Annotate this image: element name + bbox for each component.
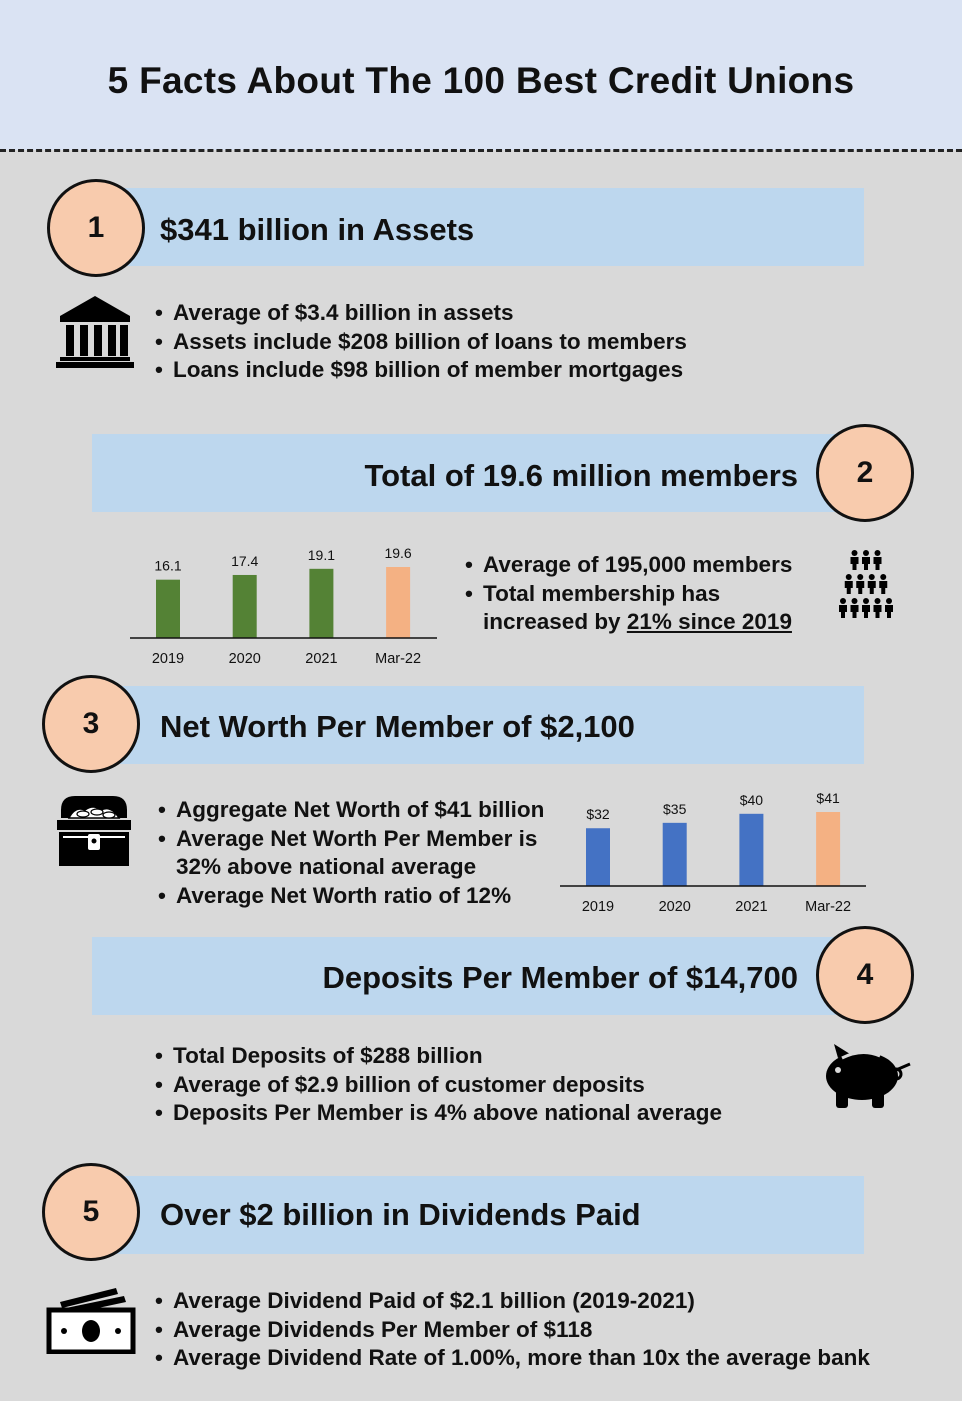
fact-1-heading: $341 billion in Assets <box>160 212 475 247</box>
person-head <box>886 598 892 604</box>
person-head <box>863 550 869 556</box>
person-body <box>862 605 870 618</box>
tick-label-2020: 2020 <box>228 651 261 667</box>
people-icon <box>832 546 900 622</box>
person-body <box>839 605 847 618</box>
list-item: • Average of $2.9 billion of customer deposits <box>155 1071 722 1100</box>
data-label-2020: 17.4 <box>231 552 259 569</box>
list-item: • Average Dividend Rate of 1.00%, more than 10x the average bank <box>155 1344 870 1373</box>
list-item-continuation: 32% above national average <box>176 854 477 880</box>
person-head <box>875 598 881 604</box>
person-head <box>840 598 846 604</box>
dashed-divider <box>0 149 962 152</box>
person-head <box>846 574 852 580</box>
tick-label-2020: 2020 <box>658 899 691 915</box>
person-head <box>875 550 881 556</box>
bar-2019 <box>586 828 610 886</box>
fact-2-number-badge <box>816 424 914 522</box>
person-body <box>874 557 882 570</box>
person-body <box>868 581 876 594</box>
data-label-mar-22: 19.6 <box>384 545 412 561</box>
page-title: 5 Facts About The 100 Best Credit Unions <box>107 60 855 101</box>
person-body <box>885 605 893 618</box>
fact-4-bullets <box>155 1042 722 1128</box>
data-label-2021: $40 <box>739 791 764 808</box>
list-item: • Average of $3.4 billion in assets <box>155 299 687 328</box>
piggy-bank-icon <box>822 1044 912 1110</box>
treasure-chest-icon <box>55 796 133 866</box>
tick-label-2021: 2021 <box>735 899 768 915</box>
data-label-mar-22: $41 <box>816 790 840 806</box>
tick-label-mar-22: Mar-22 <box>805 899 852 915</box>
data-label-2020: $35 <box>663 800 687 817</box>
fact-4-number-badge <box>816 926 914 1024</box>
list-item: • Deposits Per Member is 4% above national average <box>155 1099 722 1128</box>
list-item: • Total Deposits of $288 billion <box>155 1042 722 1071</box>
bar-mar-22 <box>386 567 410 638</box>
data-label-2019: $32 <box>586 806 610 823</box>
bar-2021 <box>309 569 333 638</box>
person-head <box>857 574 863 580</box>
tick-label-2019: 2019 <box>151 651 185 667</box>
continuation-text: increased by <box>483 609 627 635</box>
fact-5-bullets <box>155 1287 870 1373</box>
fact-5-number-badge <box>42 1163 140 1261</box>
members-bar-chart <box>120 535 450 675</box>
list-item-continuation <box>465 608 792 637</box>
list-item: • Average of 195,000 members <box>465 551 792 580</box>
fact-5-number: 5 <box>82 1195 100 1228</box>
fact-3-number: 3 <box>82 707 100 740</box>
person-head <box>880 574 886 580</box>
list-item: • Average Dividends Per Member of $118 <box>155 1316 870 1345</box>
bar-2021 <box>739 814 763 886</box>
bar-2020 <box>663 823 687 886</box>
fact-3-bullets <box>158 796 544 911</box>
list-item: • Loans include $98 billion of member mortgages <box>155 356 687 385</box>
list-item: • Average Net Worth Per Member is <box>158 825 544 854</box>
tick-label-2019: 2019 <box>581 899 615 915</box>
person-body <box>862 557 870 570</box>
person-body <box>874 605 882 618</box>
person-body <box>845 581 853 594</box>
tick-label-2021: 2021 <box>305 651 338 667</box>
person-body <box>851 605 859 618</box>
bar-2019 <box>156 580 180 638</box>
fact-5-heading: Over $2 billion in Dividends Paid <box>160 1197 641 1232</box>
fact-2-heading: Total of 19.6 million members <box>364 458 798 493</box>
list-item: • Average Dividend Paid of $2.1 billion (2019-2021) <box>155 1287 870 1316</box>
fact-4-heading: Deposits Per Member of $14,700 <box>322 960 798 995</box>
cash-icon <box>46 1286 136 1354</box>
person-head <box>852 550 858 556</box>
tick-label-mar-22: Mar-22 <box>375 651 422 667</box>
list-item: • Assets include $208 billion of loans to members <box>155 328 687 357</box>
fact-2-bullets <box>465 551 792 637</box>
fact-2-number: 2 <box>856 456 874 489</box>
person-body <box>879 581 887 594</box>
person-body <box>856 581 864 594</box>
fact-1-bullets <box>155 299 687 385</box>
person-head <box>852 598 858 604</box>
person-head <box>863 598 869 604</box>
list-item: • Total membership has <box>465 580 792 609</box>
data-label-2021: 19.1 <box>307 546 336 563</box>
net-worth-bar-chart <box>555 780 875 920</box>
list-item: • Average Net Worth ratio of 12% <box>158 882 544 911</box>
list-item: • Aggregate Net Worth of $41 billion <box>158 796 544 825</box>
bank-icon <box>56 296 134 368</box>
underlined-text: 21% since 2019 <box>626 609 792 635</box>
data-label-2019: 16.1 <box>154 557 182 574</box>
person-head <box>869 574 875 580</box>
fact-1-number: 1 <box>87 211 105 244</box>
bar-2020 <box>233 575 257 638</box>
fact-3-number-badge <box>42 675 140 773</box>
fact-4-number: 4 <box>856 958 874 991</box>
fact-1-number-badge <box>47 179 145 277</box>
fact-3-heading: Net Worth Per Member of $2,100 <box>160 709 635 744</box>
person-body <box>851 557 859 570</box>
bar-mar-22 <box>816 812 840 886</box>
